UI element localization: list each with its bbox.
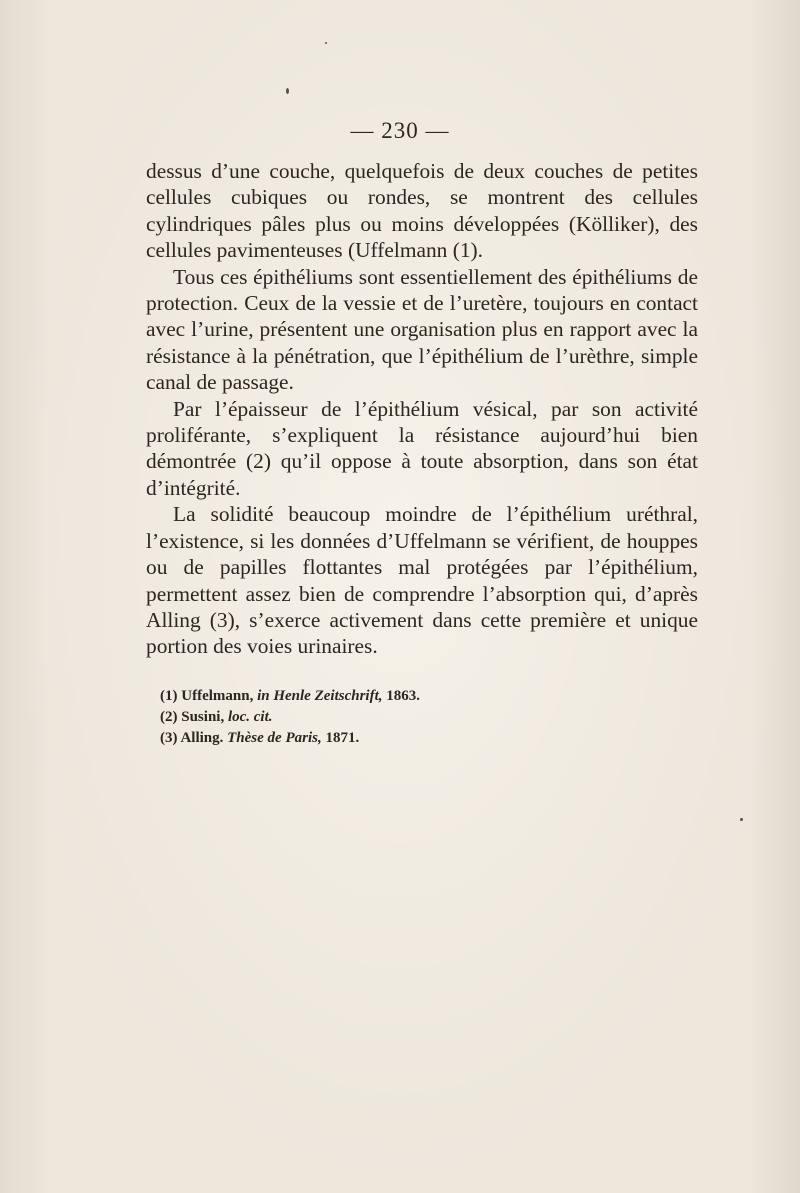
page-number: — 230 — <box>350 118 450 143</box>
footnote-author: Susini, <box>181 709 225 725</box>
footnote-year: 1871. <box>325 730 360 746</box>
paragraph: Tous ces épithéliums sont essentiellement des épithéliums de protection. Ceux de la vessie et de l’uretère, toujours en contact avec l’urine, présentent une organisation plus en rapport avec la résistance à la pénétration, que l’épithélium de l’urèthre, simple canal de passage. <box>146 264 698 395</box>
footnote <box>160 728 700 749</box>
paragraph: La solidité beaucoup moindre de l’épithélium uréthral, l’existence, si les données d’Uffelmann se vérifient, de houppes ou de papilles flottantes mal protégées par l’épithélium, permettent assez bien de comprendre l’absorption qui, d’après Alling (3), s’exerce activement dans cette première et unique portion des voies urinaires. <box>146 502 698 659</box>
footnote-author: Alling. <box>180 730 224 746</box>
footnote <box>160 707 700 728</box>
footnote-source: in Henle Zeitschrift, <box>257 688 383 704</box>
footnote-year: 1863. <box>386 688 420 704</box>
footnote-author: Uffelmann, <box>181 688 254 704</box>
footnote-source: Thèse de Paris, <box>227 730 322 746</box>
ink-speck <box>286 88 289 94</box>
footnote-number: (3) <box>160 730 178 746</box>
footnote <box>160 686 700 707</box>
ink-speck <box>740 818 743 821</box>
footnotes <box>160 686 700 749</box>
footnote-number: (1) <box>160 688 178 704</box>
body-text <box>146 158 698 660</box>
ink-speck <box>325 42 327 44</box>
paragraph: dessus d’une couche, quelquefois de deux couches de petites cellules cubiques ou rondes, se montrent des cellules cylindriques pâles plus ou moins développées (Kölliker), des cellules pavimenteuses (Uffelmann (1). <box>146 159 698 263</box>
footnote-number: (2) <box>160 709 178 725</box>
footnote-source: loc. cit. <box>227 709 273 725</box>
paragraph: Par l’épaisseur de l’épithélium vésical, par son activité proliférante, s’expliquent la résistance aujourd’hui bien démontrée (2) qu’il oppose à toute absorption, dans son état d’intégrité. <box>146 396 698 500</box>
